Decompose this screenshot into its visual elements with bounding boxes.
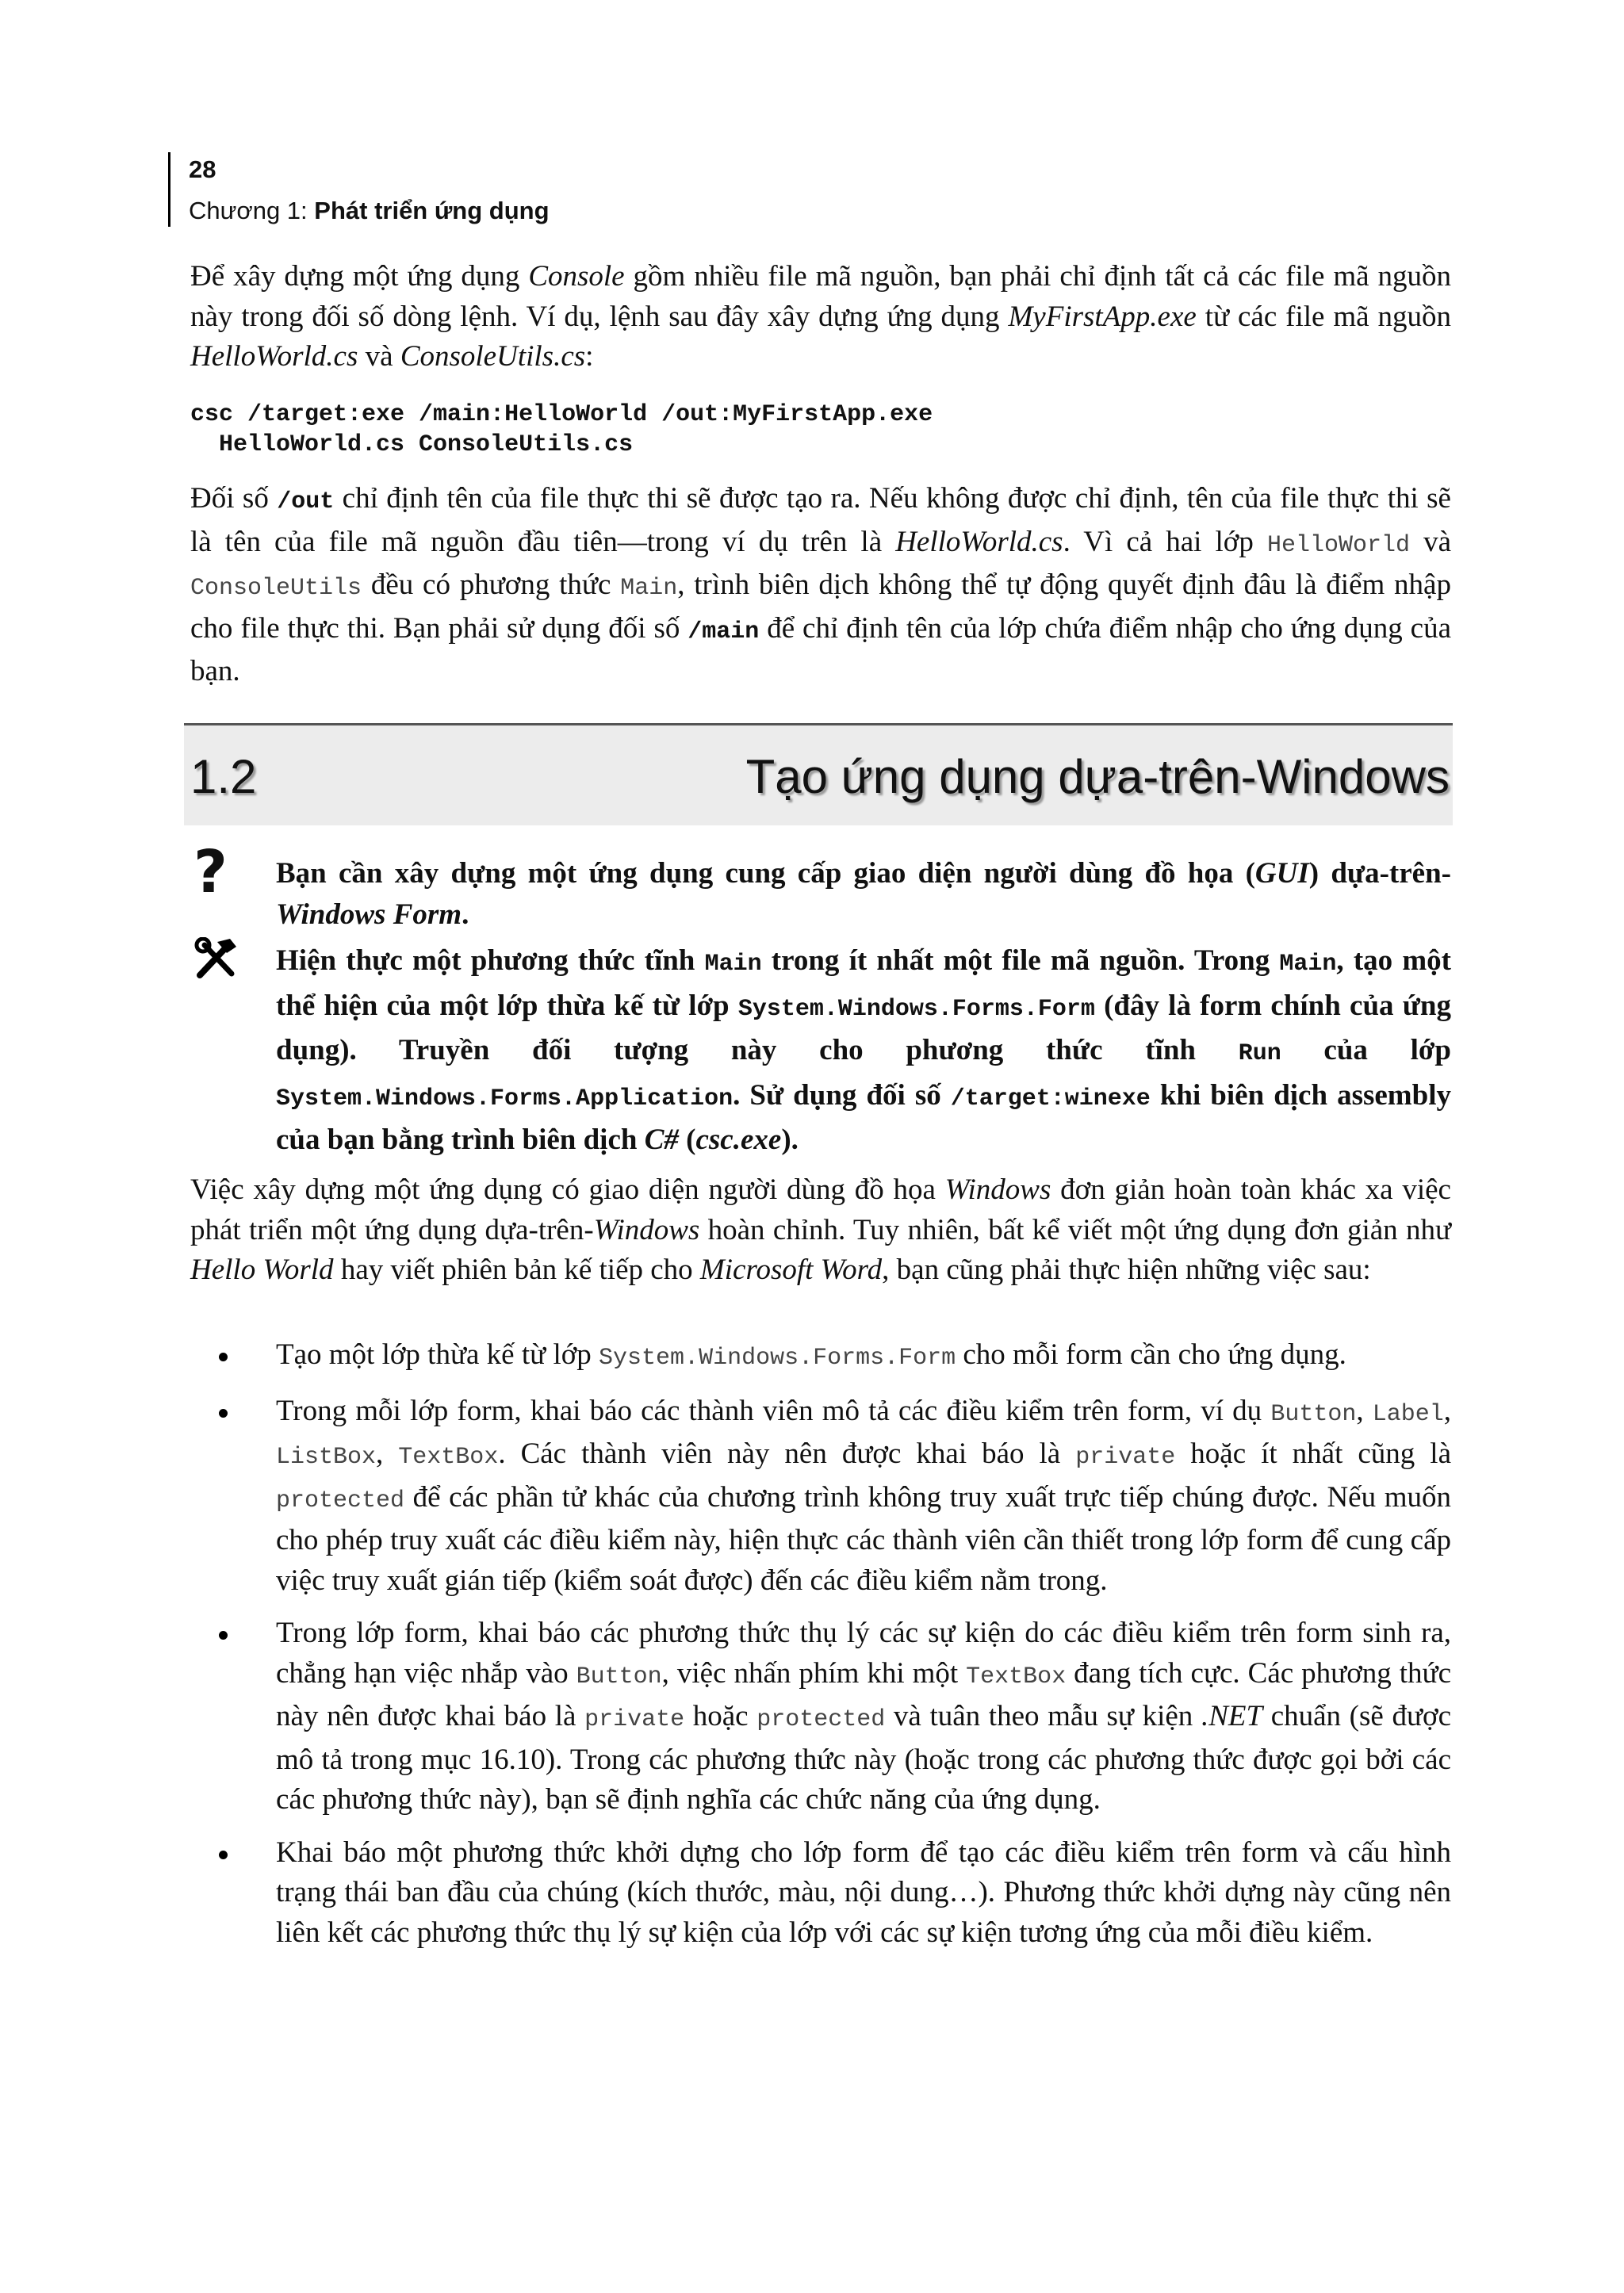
chapter-prefix: Chương 1: <box>189 197 315 224</box>
paragraph-console-build: Để xây dựng một ứng dụng Console gồm nhiều file mã nguồn, bạn phải chỉ định tất cả các file mã nguồn này trong đối số dòng lệnh. Ví dụ, lệnh sau đây xây dựng ứng dụng MyFirstApp.exe từ các file mã nguồn HelloWorld.cs và ConsoleUtils.cs: <box>190 260 1452 373</box>
paragraph-out-argument: Đối số /out chỉ định tên của file thực thi sẽ được tạo ra. Nếu không được chỉ định, tên của file thực thi sẽ là tên của file mã nguồn đầu tiên—trong ví dụ trên là HelloWorld.cs. Vì cả hai lớp HelloWorld và ConsoleUtils đều có phương thức Main, trình biên dịch không thể tự động quyết định đâu là điểm nhập cho file thực thi. Bạn phải sử dụng đối số /main để chỉ định tên của lớp chứa điểm nhập cho ứng dụng của bạn. <box>190 482 1451 687</box>
list-item: Trong mỗi lớp form, khai báo các thành viên mô tả các điều kiểm trên form, ví dụ Button, Label, ListBox, TextBox. Các thành viên này nên được khai báo là private hoặc ít nhất cũng là protected để các phần tử khác của chương trình không truy xuất trực tiếp chúng được. Nếu muốn cho phép truy xuất các điều kiểm này, hiện thực các thành viên cần thiết trong lớp form để cung cấp việc truy xuất gián tiếp (kiểm soát được) đến các điều kiểm nằm trong. <box>190 1391 1451 1602</box>
header-rule <box>168 152 170 227</box>
page-number: 28 <box>189 155 216 183</box>
section-heading <box>184 723 1453 825</box>
steps-list <box>190 1335 1451 1966</box>
question-icon: ? <box>193 838 228 906</box>
section-number: 1.2 <box>190 750 257 803</box>
tools-icon <box>193 937 239 982</box>
code-block <box>190 400 933 460</box>
chapter-title: Phát triển ứng dụng <box>314 197 550 224</box>
chapter-heading <box>189 197 550 225</box>
solution-statement: Hiện thực một phương thức tĩnh Main trong ít nhất một file mã nguồn. Trong Main, tạo một thể hiện của một lớp thừa kế từ lớp System.Windows.Forms.Form (đây là form chính của ứng dụng). Truyền đối tượng này cho phương thức tĩnh Run của lớp System.Windows.Forms.Application. Sử dụng đối số /target:winexe khi biên dịch assembly của bạn bằng trình biên dịch C# (csc.exe). <box>276 944 1452 1156</box>
paragraph-gui-intro: Việc xây dựng một ứng dụng có giao diện người dùng đồ họa Windows đơn giản hoàn toàn khác xa việc phát triển một ứng dụng dựa-trên-Windows hoàn chỉnh. Tuy nhiên, bất kể viết một ứng dụng đơn giản như Hello World hay viết phiên bản kế tiếp cho Microsoft Word, bạn cũng phải thực hiện những việc sau: <box>190 1173 1452 1286</box>
problem-statement: Bạn cần xây dựng một ứng dụng cung cấp giao diện người dùng đồ họa (GUI) dựa-trên-Windows Form. <box>276 857 1451 931</box>
code-line: csc /target:exe /main:HelloWorld /out:MyFirstApp.exe <box>190 401 933 428</box>
list-item: Trong lớp form, khai báo các phương thức thụ lý các sự kiện do các điều kiểm trên form sinh ra, chẳng hạn việc nhắp vào Button, việc nhấn phím khi một TextBox đang tích cực. Các phương thức này nên được khai báo là private hoặc protected và tuân theo mẫu sự kiện .NET chuẩn (sẽ được mô tả trong mục 16.10). Trong các phương thức này (hoặc trong các phương thức được gọi bởi các các phương thức này), bạn sẽ định nghĩa các chức năng của ứng dụng. <box>190 1614 1451 1820</box>
list-item: Tạo một lớp thừa kế từ lớp System.Windows.Forms.Form cho mỗi form cần cho ứng dụng. <box>190 1335 1451 1379</box>
code-line: HelloWorld.cs ConsoleUtils.cs <box>190 431 634 458</box>
list-item: Khai báo một phương thức khởi dựng cho lớp form để tạo các điều kiểm trên form và cấu hình trạng thái ban đầu của chúng (kích thước, màu, nội dung…). Phương thức khởi dựng này cũng nên liên kết các phương thức thụ lý sự kiện của lớp với các sự kiện tương ứng của mỗi điều kiểm. <box>190 1833 1451 1954</box>
section-title: Tạo ứng dụng dựa-trên-Windows <box>745 750 1450 803</box>
